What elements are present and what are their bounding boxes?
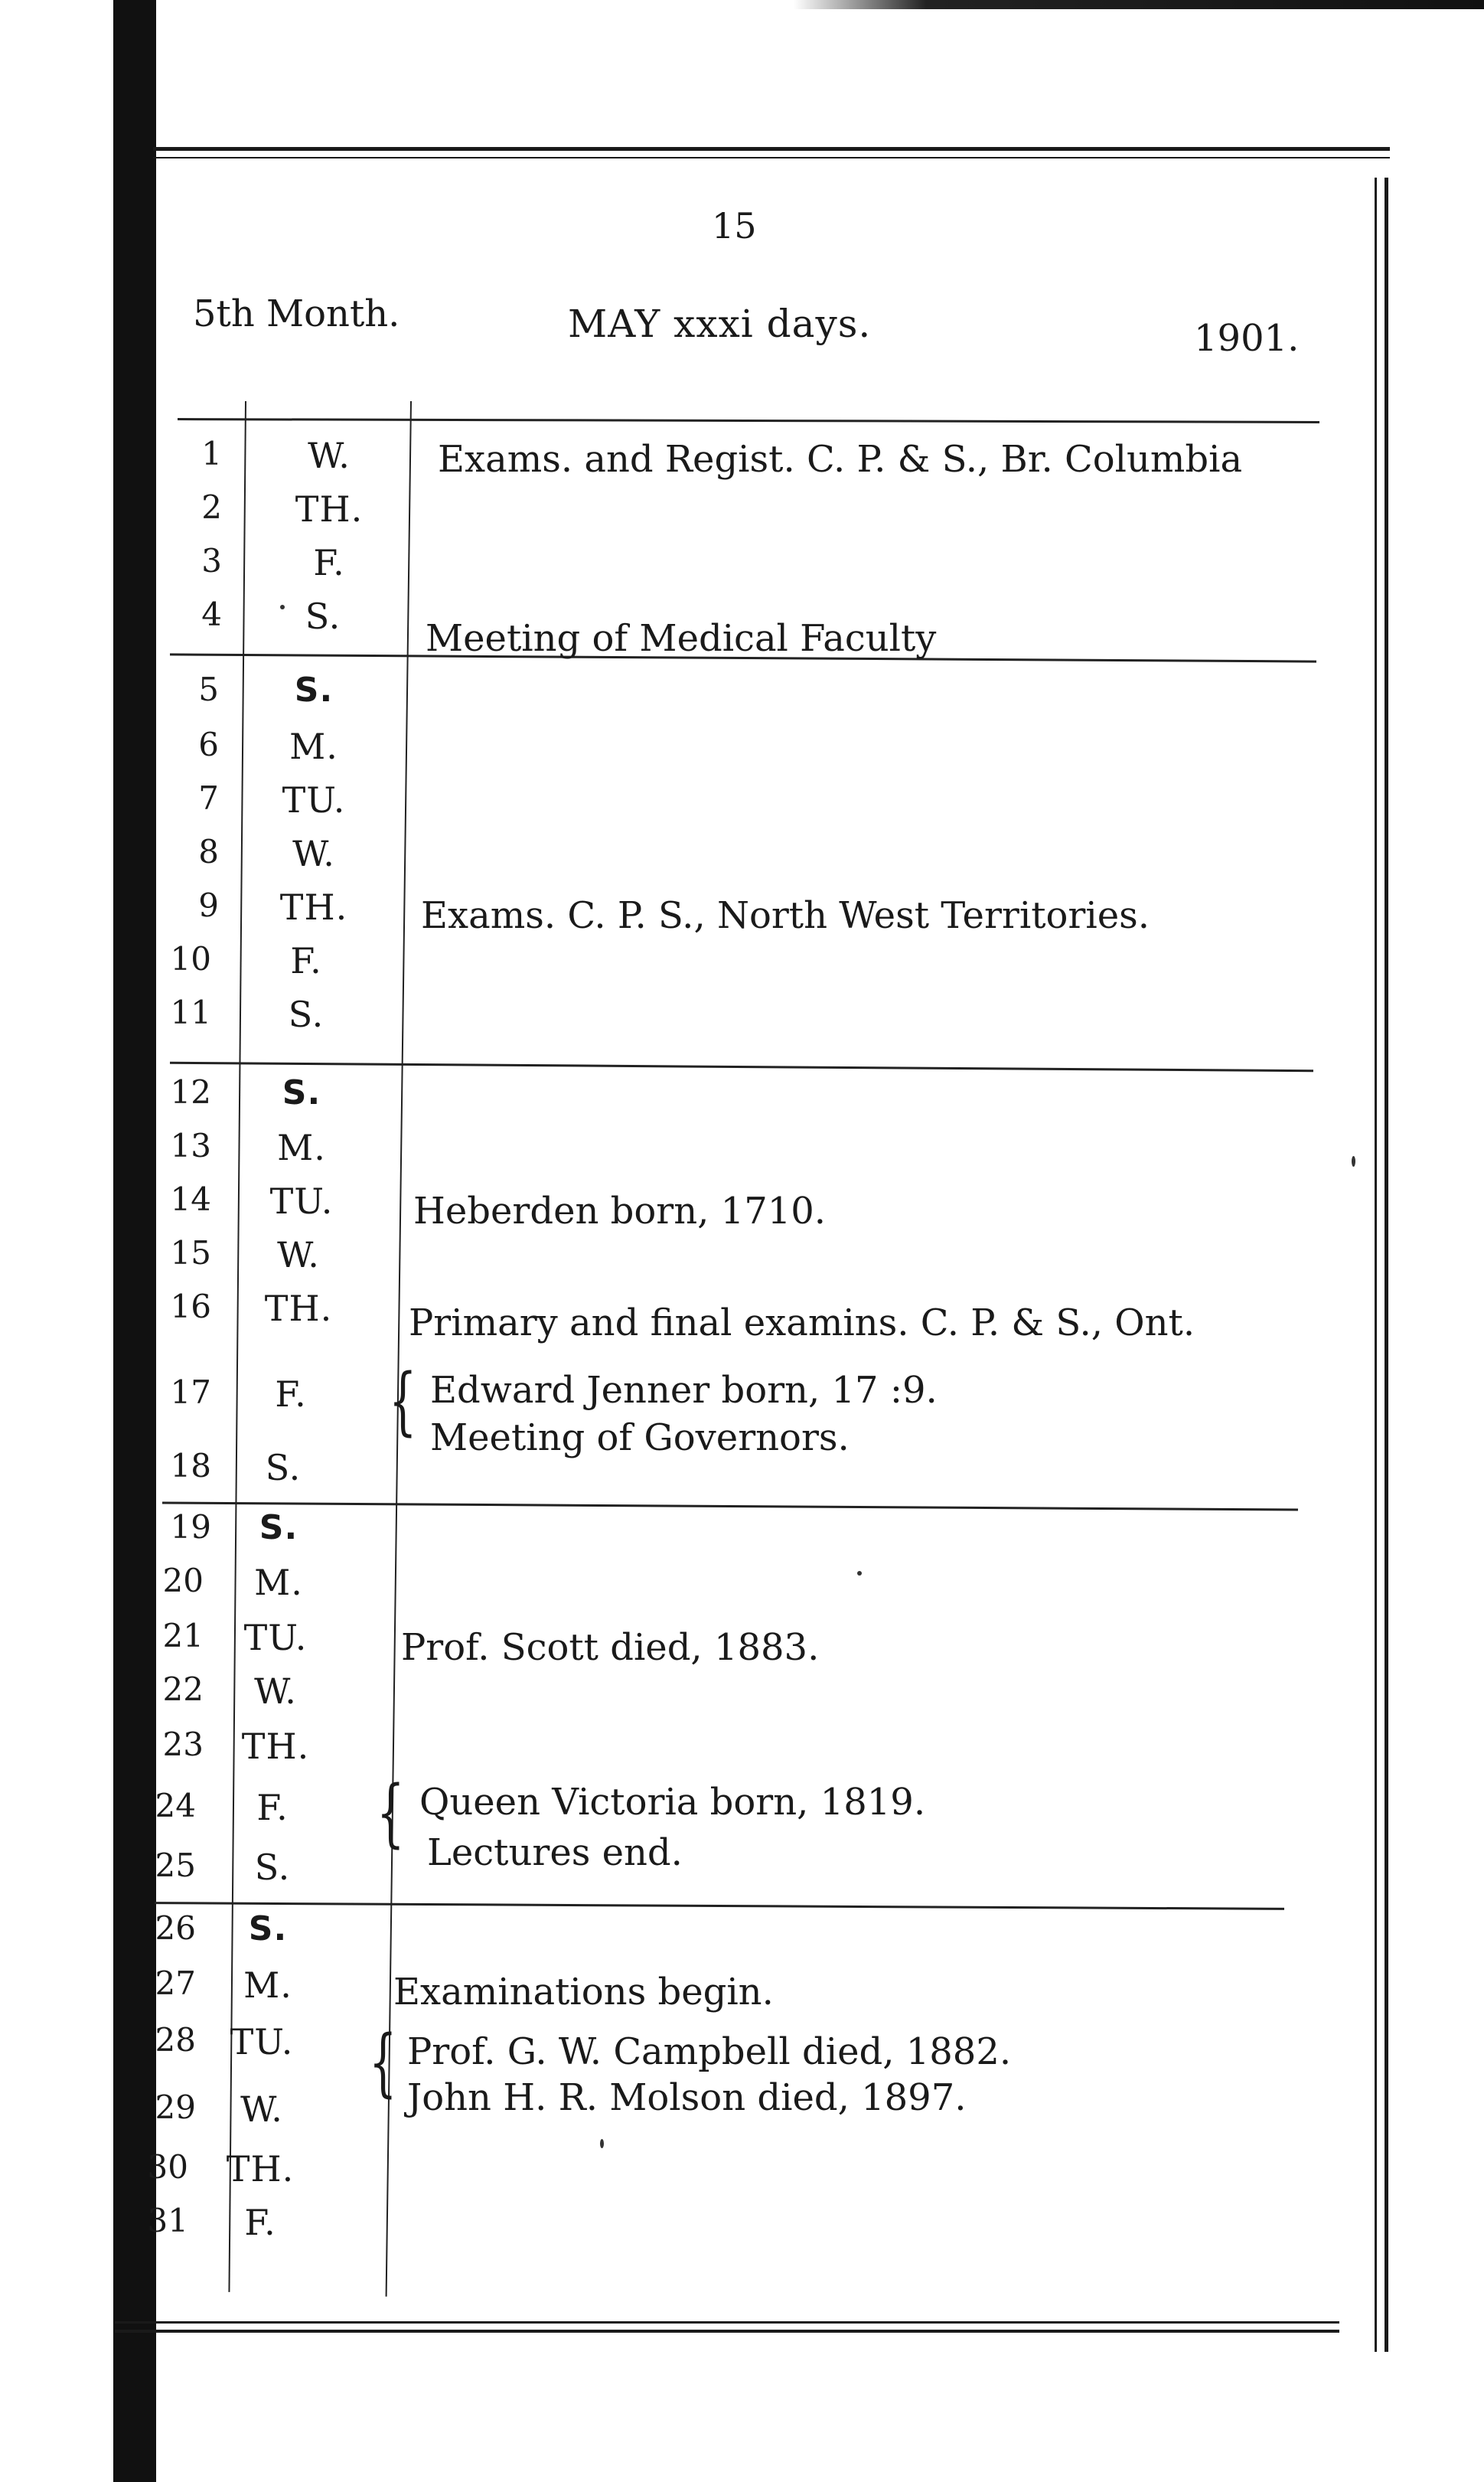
day-number: 22 [162, 1670, 204, 1708]
day-abbreviation: TH. [226, 2148, 295, 2190]
month-label: 5th Month. [193, 292, 400, 335]
page-top-edge [156, 0, 1484, 9]
print-speck [857, 1571, 862, 1576]
day-abbreviation: M. [289, 726, 338, 767]
day-number: 30 [147, 2148, 188, 2186]
frame-bottom-rule [115, 2321, 1339, 2333]
day-abbreviation: TU. [269, 1181, 334, 1222]
day-number: 17 [170, 1373, 211, 1411]
day-abbreviation: TU. [243, 1617, 308, 1658]
event-may-17-a: Edward Jenner born, 17 :9. [430, 1369, 938, 1412]
day-abbreviation: S. [305, 596, 341, 637]
day-number: 20 [162, 1562, 204, 1599]
day-abbreviation: F. [256, 1787, 289, 1828]
week-rule-2 [170, 1062, 1313, 1072]
day-number: 23 [162, 1726, 204, 1763]
day-abbreviation: S. [294, 671, 334, 710]
day-number: 16 [170, 1288, 211, 1325]
day-number: 15 [170, 1234, 211, 1272]
week-rule-top [178, 418, 1319, 423]
event-may-9: Exams. C. P. S., North West Territories. [421, 894, 1150, 937]
day-number: 24 [155, 1787, 196, 1824]
day-abbreviation: F. [313, 542, 345, 583]
day-number-column-rule [228, 401, 246, 2292]
page-number: 15 [712, 205, 757, 247]
day-number: 2 [201, 488, 222, 526]
day-number: 10 [170, 940, 211, 978]
event-may-1: Exams. and Regist. C. P. & S., Br. Columbia [438, 438, 1243, 481]
day-abbreviation: TU. [230, 2021, 294, 2062]
day-abbreviation: TH. [264, 1288, 333, 1329]
day-number: 3 [201, 542, 222, 580]
day-number: 18 [170, 1447, 211, 1484]
year-label: 1901. [1194, 317, 1300, 360]
day-abbreviation: W. [292, 833, 335, 874]
day-number: 8 [198, 833, 219, 870]
print-speck [1352, 1156, 1355, 1167]
day-abbreviation: W. [308, 435, 351, 476]
day-abbreviation: M. [243, 1964, 292, 2006]
day-number: 9 [198, 887, 219, 924]
day-abbreviation: TH. [241, 1726, 310, 1767]
day-abbreviation: TH. [279, 887, 348, 928]
day-number: 6 [198, 726, 219, 763]
frame-right-rule [1375, 178, 1388, 2352]
day-number: 25 [155, 1847, 196, 1884]
day-number: 5 [198, 671, 219, 708]
day-number: 29 [155, 2088, 196, 2126]
day-abbreviation: S. [248, 1909, 288, 1948]
day-abbreviation: W. [254, 1670, 297, 1712]
day-abbreviation: F. [290, 940, 322, 981]
day-number: 4 [201, 596, 222, 633]
brace-may-24: { [377, 1770, 405, 1856]
day-abbreviation: M. [277, 1127, 326, 1168]
day-abbreviation: S. [259, 1508, 298, 1547]
frame-top-rule [153, 147, 1390, 158]
day-abbreviation: F. [275, 1373, 307, 1415]
brace-may-28: { [369, 2020, 397, 2105]
week-rule-3 [162, 1501, 1298, 1510]
day-number: 12 [170, 1073, 211, 1111]
day-abbreviation: W. [240, 2088, 283, 2130]
day-abbreviation: M. [254, 1562, 303, 1603]
event-may-16: Primary and final examins. C. P. & S., Ont. [409, 1301, 1195, 1344]
week-rule-4 [155, 1902, 1284, 1910]
day-number: 7 [198, 779, 219, 817]
event-may-14: Heberden born, 1710. [413, 1190, 827, 1233]
day-number: 19 [170, 1508, 211, 1546]
day-abbreviation: W. [277, 1234, 320, 1275]
month-title: MAY xxxi days. [568, 302, 872, 346]
day-abbreviation: S. [265, 1447, 302, 1488]
day-number: 11 [170, 994, 211, 1031]
day-number: 27 [155, 1964, 196, 2002]
day-number: 13 [170, 1127, 211, 1164]
day-abbreviation: TH. [295, 488, 364, 530]
day-number: 28 [155, 2021, 196, 2059]
event-may-17-b: Meeting of Governors. [430, 1416, 850, 1459]
brace-may-17: { [389, 1358, 417, 1444]
print-speck [600, 2139, 604, 2148]
event-may-4: Meeting of Medical Faculty [426, 617, 937, 660]
day-number: 21 [162, 1617, 204, 1654]
day-number: 14 [170, 1181, 211, 1218]
print-speck [280, 605, 285, 609]
day-number: 1 [201, 435, 222, 472]
day-abbreviation: S. [282, 1073, 321, 1112]
day-number: 26 [155, 1909, 196, 1947]
event-may-28-a: Prof. G. W. Campbell died, 1882. [407, 2030, 1012, 2073]
day-abbreviation: S. [254, 1847, 291, 1888]
event-may-28-b: John H. R. Molson died, 1897. [407, 2076, 967, 2119]
day-number: 31 [147, 2202, 188, 2239]
day-abbreviation: TU. [282, 779, 346, 821]
event-may-24-b: Lectures end. [427, 1831, 683, 1874]
event-may-21: Prof. Scott died, 1883. [401, 1626, 820, 1669]
day-abbreviation: F. [244, 2202, 276, 2243]
day-abbreviation: S. [288, 994, 325, 1035]
event-may-24-a: Queen Victoria born, 1819. [419, 1781, 926, 1824]
event-may-27: Examinations begin. [393, 1971, 774, 2013]
